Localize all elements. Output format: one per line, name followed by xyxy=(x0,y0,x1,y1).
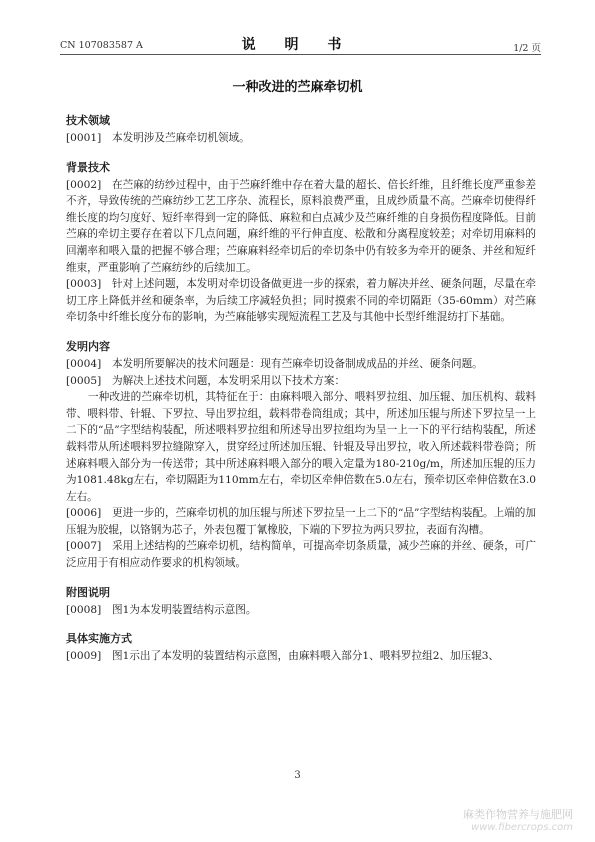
paragraph-0009 xyxy=(66,648,536,665)
page-number: 3 xyxy=(294,770,301,781)
paragraph-number: [0005] xyxy=(66,374,102,387)
paragraph-text: 采用上述结构的苎麻牵切机，结构简单，可提高牵切条质量，减少苎麻的并丝、硬条，可广泛应用于有相应动作要求的机构领域。 xyxy=(66,540,536,570)
section-heading-background: 背景技术 xyxy=(66,160,110,174)
paragraph-text: 为解决上述技术问题，本发明采用以下技术方案： xyxy=(112,374,346,387)
paragraph-0003 xyxy=(66,276,536,326)
paragraph-number: [0006] xyxy=(66,507,102,520)
paragraph-number: [0003] xyxy=(66,278,102,291)
paragraph-text: 在苎麻的纺纱过程中，由于苎麻纤维中存在着大量的超长、倍长纤维，且纤维长度严重参差不齐，导致传统的苎麻纺纱工艺工序杂、流程长，原料浪费严重，且成纱质量不高。苎麻牵切使得纤维长度的均匀度好、短纤率得到一定的降低、麻粒和白点减少及苎麻纤维的自身损伤程度降低。目前苎麻的牵切主要存在着以下几点问题，麻纤维的平行伸直度、松散和分离程度较差；对牵切用麻料的回潮率和喂入量的把握不够合理；苎麻麻料经牵切后的牵切条中仍有较多为牵开的硬条、并丝和短纤维束，严重影响了苎麻纺纱的后续加工。 xyxy=(66,178,536,274)
paragraph-number: [0004] xyxy=(66,357,102,370)
paragraph-text: 本发明所要解决的技术问题是：现有苎麻牵切设备制成成品的并丝、硬条问题。 xyxy=(112,357,483,370)
paragraph-number: [0008] xyxy=(66,603,102,616)
section-heading-drawings: 附图说明 xyxy=(66,585,110,599)
paragraph-0007 xyxy=(66,538,536,571)
paragraph-text: 更进一步的，苎麻牵切机的加压辊与所述下罗拉呈一上二下的“品”字型结构装配。上端的加压辊为胶辊，以铬钢为芯子，外表包覆丁氰橡胶，下端的下罗拉为两只罗拉，表面有沟槽。 xyxy=(66,507,536,536)
paragraph-number: [0002] xyxy=(66,178,102,191)
section-heading-summary: 发明内容 xyxy=(66,339,110,353)
paragraph-0002 xyxy=(66,177,536,277)
section-heading-field: 技术领域 xyxy=(66,114,110,127)
paragraph-text: 图1示出了本发明的装置结构示意图，由麻料喂入部分1、喂料罗拉组2、加压辊3、 xyxy=(112,650,500,663)
page-header-title: 说 明 书 xyxy=(241,37,354,53)
paragraph-0005-body: 一种改进的苎麻牵切机，其特征在于：由麻料喂入部分、喂料罗拉组、加压辊、加压机构、载料带、喂料带、针辊、下罗拉、导出罗拉组，载料带卷筒组成；其中，所述加压辊与所述下罗拉呈一上二下的“品”字型结构装配，所述喂料罗拉组和所述导出罗拉组均为呈一上一下的平行结构装配，所述载料带从所述喂料罗拉缝隙穿入，贯穿经过所述加压辊、针辊及导出罗拉，收入所述载料带卷筒；所述麻料喂入部分为一传送带；其中所述麻料喂入部分的喂入定量为180-210g/m，所述加压辊的压力为1081.48kg左右，牵切隔距为110mm左右，牵切区牵伸倍数在5.0左右，预牵切区牵伸倍数在3.0左右。 xyxy=(66,391,537,503)
header-divider xyxy=(60,54,541,55)
paragraph-0005 xyxy=(66,373,536,390)
watermark-text: 麻类作物营养与施肥网 xyxy=(463,808,573,821)
paragraph-text: 针对上述问题，本发明对牵切设备做更进一步的探索，着力解决并丝、硬条问题，尽量在牵切工序上降低并丝和硬条率，为后续工序减轻负担；同时摸索不同的牵切隔距（35-60mm）对苎麻牵切条中纤维长度分布的影响，为苎麻能够实现短流程工艺及与其他中长型纤维混纺打下基础。 xyxy=(66,278,536,324)
paragraph-0006 xyxy=(66,505,536,538)
paragraph-0008 xyxy=(66,602,536,619)
paragraph-0004 xyxy=(66,356,536,373)
paragraph-number: [0001] xyxy=(66,132,102,144)
paragraph-text: 图1为本发明装置结构示意图。 xyxy=(112,603,257,616)
document-body xyxy=(66,112,536,665)
section-heading-embodiment: 具体实施方式 xyxy=(66,632,132,646)
paragraph-number: [0007] xyxy=(66,540,102,553)
watermark-url: www.fibercrops.com xyxy=(471,822,573,833)
paragraph-number: [0009] xyxy=(66,650,102,663)
paragraph-text: 本发明涉及苎麻牵切机领域。 xyxy=(112,132,250,144)
document-title: 一种改进的苎麻牵切机 xyxy=(232,80,363,95)
page-count: 1/2 页 xyxy=(513,43,541,54)
paragraph-0001 xyxy=(66,130,536,147)
patent-number: CN 107083587 A xyxy=(60,40,143,51)
